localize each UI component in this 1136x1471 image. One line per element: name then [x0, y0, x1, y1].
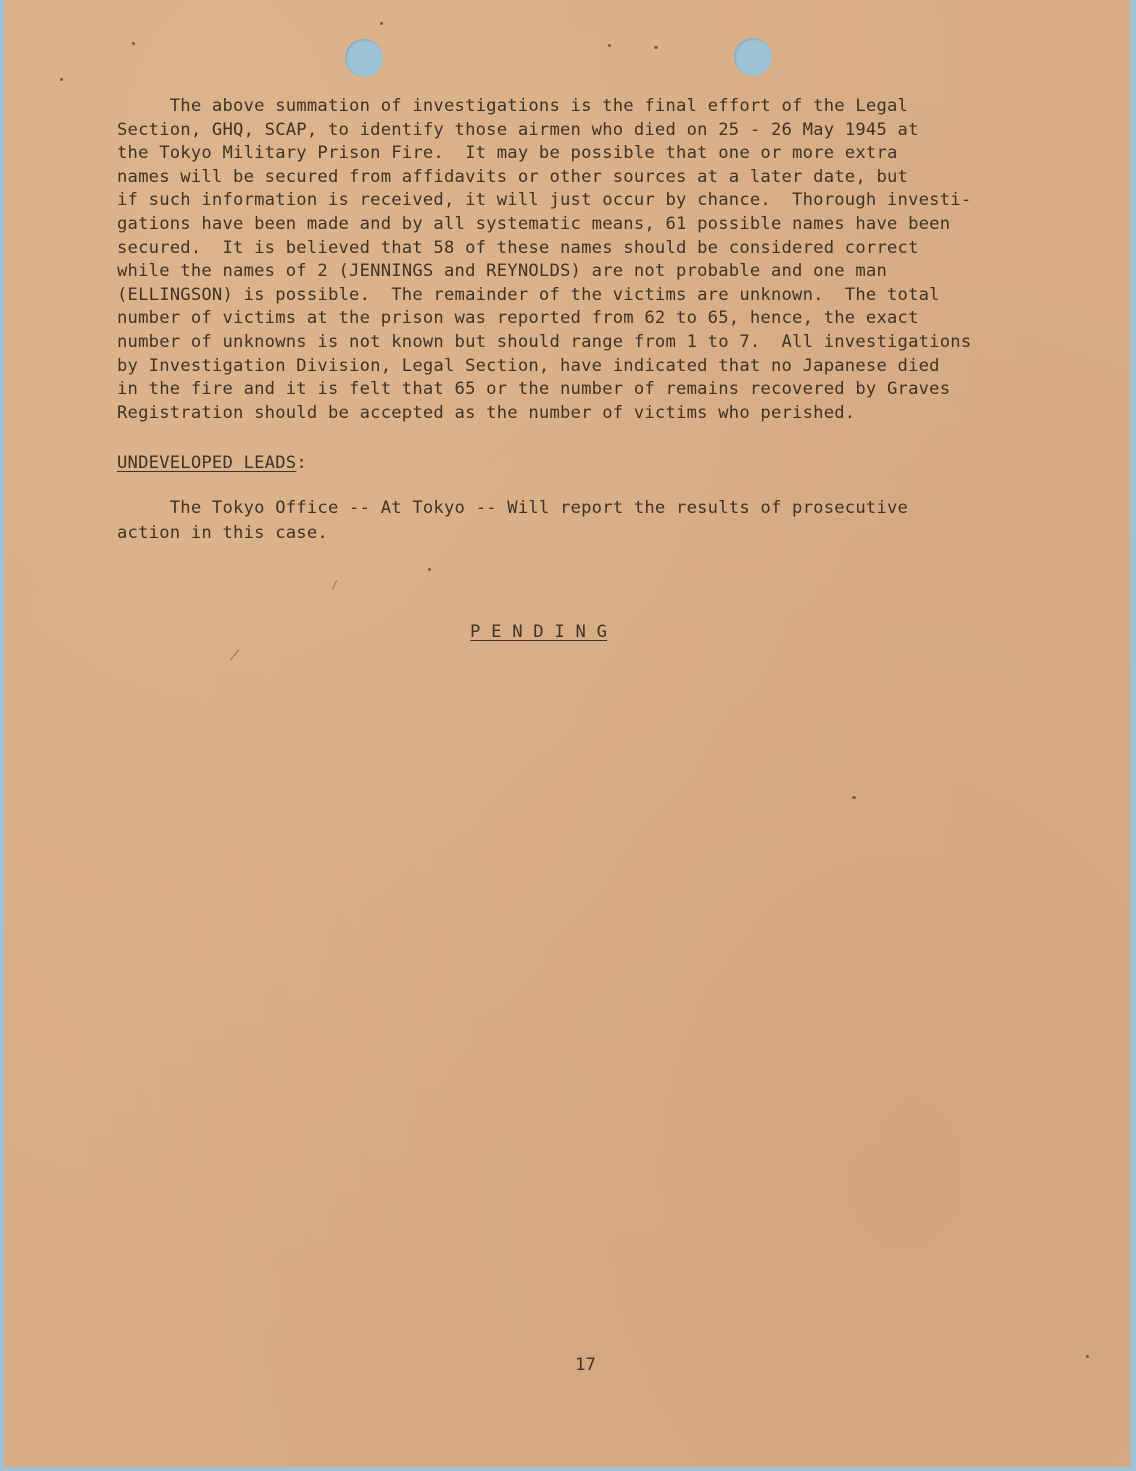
paper-stray-mark	[332, 580, 337, 589]
punch-hole-right	[734, 38, 772, 76]
paper-speck	[380, 22, 383, 25]
leads-line: The Tokyo Office -- At Tokyo -- Will report the results of prosecutive	[117, 498, 909, 518]
paper-speck	[132, 42, 135, 45]
paper-speck	[428, 568, 431, 571]
summary-line: secured. It is believed that 58 of these names should be considered correct	[117, 237, 919, 258]
summary-line: gations have been made and by all systematic means, 61 possible names have been	[117, 213, 951, 234]
section-heading	[117, 452, 307, 476]
section-heading-colon: :	[296, 453, 307, 473]
paper-speck	[608, 44, 611, 47]
page-number: 17	[575, 1355, 597, 1375]
summary-line: Section, GHQ, SCAP, to identify those airmen who died on 25 - 26 May 1945 at	[117, 119, 919, 140]
summary-line: the Tokyo Military Prison Fire. It may be possible that one or more extra	[117, 143, 898, 164]
punch-hole-left	[345, 39, 383, 77]
paper-speck	[1086, 1355, 1089, 1358]
summary-line: number of unknowns is not known but should range from 1 to 7. All investigations	[117, 331, 972, 352]
paper-stray-mark	[230, 649, 240, 660]
section-heading-text: UNDEVELOPED LEADS	[117, 453, 297, 473]
leads-paragraph	[117, 496, 908, 545]
paper-speck	[852, 796, 856, 799]
summary-line: while the names of 2 (JENNINGS and REYNOLDS) are not probable and one man	[117, 261, 887, 282]
summary-line: if such information is received, it will just occur by chance. Thorough investi-	[117, 190, 972, 211]
paper-speck	[60, 78, 63, 81]
summary-line: Registration should be accepted as the number of victims who perished.	[117, 402, 856, 423]
paper-speck	[654, 46, 658, 49]
summary-line: in the fire and it is felt that 65 or the number of remains recovered by Graves	[117, 379, 951, 400]
summary-line: by Investigation Division, Legal Section, have indicated that no Japanese died	[117, 355, 940, 376]
document-page	[4, 0, 1130, 1467]
summary-line: number of victims at the prison was reported from 62 to 65, hence, the exact	[117, 308, 919, 329]
summary-line: (ELLINGSON) is possible. The remainder of the victims are unknown. The total	[117, 284, 940, 305]
summary-paragraph	[117, 95, 971, 425]
summary-line: names will be secured from affidavits or other sources at a later date, but	[117, 166, 909, 187]
case-status: P E N D I N G	[470, 622, 608, 642]
summary-line: The above summation of investigations is the final effort of the Legal	[117, 96, 909, 116]
leads-line: action in this case.	[117, 522, 328, 543]
